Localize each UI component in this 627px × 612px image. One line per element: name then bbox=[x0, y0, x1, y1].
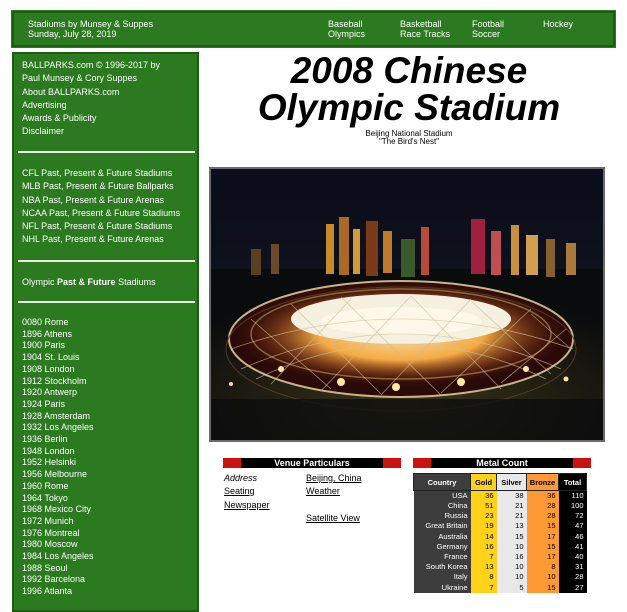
col-bronze: Bronze bbox=[527, 474, 559, 491]
newspaper-item bbox=[224, 500, 270, 510]
sidebar-item-cfl[interactable]: CFL Past, Present & Future Stadiums bbox=[22, 168, 173, 178]
sidebar-leagues bbox=[22, 167, 180, 247]
bronze-cell: 17 bbox=[527, 552, 559, 562]
sidebar-item-nfl[interactable]: NFL Past, Present & Future Stadiums bbox=[22, 221, 173, 232]
subtitle-line1: Beijing National Stadium bbox=[365, 129, 453, 138]
bronze-cell: 8 bbox=[527, 562, 559, 572]
bronze-cell: 15 bbox=[527, 583, 559, 593]
country-cell: Italy bbox=[414, 572, 471, 582]
silver-cell: 13 bbox=[497, 521, 527, 531]
nav-column-1 bbox=[328, 19, 365, 39]
olympic-games-link[interactable]: 1948 London bbox=[22, 445, 75, 456]
bronze-cell: 28 bbox=[527, 501, 559, 511]
olympic-label-bold: Past & Future bbox=[57, 277, 116, 287]
olympic-games-link[interactable]: 1968 Mexico City bbox=[22, 504, 92, 515]
nav-link-baseball[interactable]: Baseball bbox=[328, 19, 363, 29]
weather-link[interactable]: Weather bbox=[306, 486, 340, 496]
page-title-line2: Olympic Stadium bbox=[257, 87, 561, 128]
medal-count-heading-label: Metal Count bbox=[476, 458, 528, 468]
bronze-cell: 10 bbox=[527, 572, 559, 582]
divider bbox=[18, 151, 195, 153]
advertising-link[interactable]: Advertising bbox=[22, 99, 67, 110]
medal-table-header bbox=[414, 474, 587, 491]
table-row bbox=[414, 552, 587, 562]
olympic-games-link[interactable]: 1964 Tokyo bbox=[22, 492, 68, 503]
page-title-line1: 2008 Chinese bbox=[290, 50, 528, 91]
gold-cell: 7 bbox=[471, 552, 497, 562]
total-cell: 41 bbox=[559, 542, 587, 552]
address-label bbox=[224, 473, 257, 483]
country-cell: Australia bbox=[414, 532, 471, 542]
nav-column-4 bbox=[543, 19, 573, 29]
gold-cell: 8 bbox=[471, 572, 497, 582]
awards-link[interactable]: Awards & Publicity bbox=[22, 113, 97, 124]
olympic-games-link[interactable]: 0080 Rome bbox=[22, 317, 69, 327]
olympic-games-link[interactable]: 1960 Rome bbox=[22, 480, 69, 491]
satellite-item bbox=[306, 513, 360, 523]
bronze-cell: 36 bbox=[527, 491, 559, 502]
divider bbox=[18, 260, 195, 262]
bronze-cell: 15 bbox=[527, 542, 559, 552]
olympic-games-link[interactable]: 1992 Barcelona bbox=[22, 574, 86, 585]
country-cell: USA bbox=[414, 491, 471, 502]
gold-cell: 13 bbox=[471, 562, 497, 572]
silver-cell: 38 bbox=[497, 491, 527, 502]
olympic-games-link[interactable]: 1904 St. Louis bbox=[22, 352, 80, 363]
silver-cell: 10 bbox=[497, 542, 527, 552]
table-row bbox=[414, 562, 587, 572]
col-total: Total bbox=[559, 474, 587, 491]
sidebar-item-nba[interactable]: NBA Past, Present & Future Arenas bbox=[22, 194, 165, 205]
table-row bbox=[414, 491, 587, 502]
nav-link-hockey[interactable]: Hockey bbox=[543, 19, 574, 29]
total-cell: 27 bbox=[559, 583, 587, 593]
olympic-games-link[interactable]: 1896 Athens bbox=[22, 328, 73, 339]
nav-link-race-tracks[interactable]: Race Tracks bbox=[400, 29, 451, 39]
country-cell: Germany bbox=[414, 542, 471, 552]
olympic-stadiums-link[interactable] bbox=[22, 276, 156, 289]
silver-cell: 10 bbox=[497, 562, 527, 572]
medal-count-heading bbox=[413, 458, 591, 468]
silver-cell: 10 bbox=[497, 572, 527, 582]
bronze-cell: 28 bbox=[527, 511, 559, 521]
address-value bbox=[306, 473, 362, 483]
olympic-games-link[interactable]: 1900 Paris bbox=[22, 340, 66, 351]
sidebar-about bbox=[22, 59, 160, 139]
col-gold: Gold bbox=[471, 474, 497, 491]
olympic-games-list bbox=[22, 317, 94, 598]
olympic-games-link[interactable]: 1976 Montreal bbox=[22, 527, 80, 538]
olympic-games-link[interactable]: 1988 Seoul bbox=[22, 562, 68, 573]
total-cell: 72 bbox=[559, 511, 587, 521]
olympic-games-link[interactable]: 1928 Amsterdam bbox=[22, 410, 91, 421]
bronze-cell: 15 bbox=[527, 521, 559, 531]
olympic-label-suffix: Stadiums bbox=[118, 277, 156, 287]
gold-cell: 36 bbox=[471, 491, 497, 502]
venue-heading bbox=[223, 458, 401, 468]
stadium-photo bbox=[209, 167, 605, 442]
olympic-games-link[interactable]: 1996 Atlanta bbox=[22, 586, 73, 597]
table-row bbox=[414, 501, 587, 511]
nav-column-3 bbox=[472, 19, 504, 39]
total-cell: 110 bbox=[559, 491, 587, 502]
olympic-games-link[interactable]: 1924 Paris bbox=[22, 398, 66, 409]
sidebar bbox=[12, 52, 199, 612]
olympic-label: Olympic bbox=[22, 277, 55, 287]
current-date: Sunday, July 28, 2019 bbox=[28, 29, 117, 39]
silver-cell: 5 bbox=[497, 583, 527, 593]
subtitle-line2: "The Bird's Nest" bbox=[378, 137, 440, 146]
total-cell: 28 bbox=[559, 572, 587, 582]
seating-link[interactable]: Seating bbox=[224, 486, 255, 496]
medal-table bbox=[413, 473, 587, 593]
gold-cell: 23 bbox=[471, 511, 497, 521]
olympic-games-link[interactable]: 1956 Melbourne bbox=[22, 469, 88, 480]
silver-cell: 21 bbox=[497, 511, 527, 521]
country-cell: France bbox=[414, 552, 471, 562]
top-banner bbox=[12, 11, 615, 47]
table-row bbox=[414, 532, 587, 542]
table-row bbox=[414, 542, 587, 552]
olympic-games-link[interactable]: 1912 Stockholm bbox=[22, 375, 87, 386]
nav-link-basketball[interactable]: Basketball bbox=[400, 19, 442, 29]
site-header bbox=[28, 19, 153, 39]
divider bbox=[18, 301, 195, 303]
olympic-games-link[interactable]: 1936 Berlin bbox=[22, 434, 68, 445]
total-cell: 46 bbox=[559, 532, 587, 542]
about-link[interactable]: About BALLPARKS.com bbox=[22, 86, 120, 97]
nav-link-soccer[interactable]: Soccer bbox=[472, 29, 501, 39]
total-cell: 100 bbox=[559, 501, 587, 511]
gold-cell: 19 bbox=[471, 521, 497, 531]
total-cell: 31 bbox=[559, 562, 587, 572]
gold-cell: 16 bbox=[471, 542, 497, 552]
country-cell: South Korea bbox=[414, 562, 471, 572]
table-row bbox=[414, 521, 587, 531]
weather-item bbox=[306, 486, 340, 496]
country-cell: Great Britain bbox=[414, 521, 471, 531]
total-cell: 47 bbox=[559, 521, 587, 531]
country-cell: China bbox=[414, 501, 471, 511]
nav-link-football[interactable]: Football bbox=[472, 19, 505, 29]
seating-item bbox=[224, 486, 255, 496]
olympic-games-link[interactable]: 1908 London bbox=[22, 363, 75, 374]
nav-column-2 bbox=[400, 19, 450, 39]
silver-cell: 16 bbox=[497, 552, 527, 562]
gold-cell: 7 bbox=[471, 583, 497, 593]
page-subtitle bbox=[210, 130, 608, 146]
olympic-games-link[interactable]: 1952 Helsinki bbox=[22, 457, 77, 468]
olympic-games-link[interactable]: 1920 Antwerp bbox=[22, 387, 78, 398]
address-label-text: Address bbox=[224, 473, 258, 483]
col-country: Country bbox=[414, 474, 471, 491]
olympic-games-link[interactable]: 1932 Los Angeles bbox=[22, 422, 94, 433]
country-cell: Russia bbox=[414, 511, 471, 521]
page-title bbox=[210, 52, 608, 126]
disclaimer-link[interactable]: Disclaimer bbox=[22, 126, 65, 137]
authors-line: Paul Munsey & Cory Suppes bbox=[22, 73, 138, 84]
venue-heading-label: Venue Particulars bbox=[274, 458, 350, 468]
sidebar-item-mlb[interactable]: MLB Past, Present & Future Ballparks bbox=[22, 181, 174, 192]
total-cell: 40 bbox=[559, 552, 587, 562]
table-row bbox=[414, 572, 587, 582]
gold-cell: 14 bbox=[471, 532, 497, 542]
country-cell: Ukraine bbox=[414, 583, 471, 593]
col-silver: Silver bbox=[497, 474, 527, 491]
satellite-view-link[interactable]: Satellite View bbox=[306, 513, 360, 523]
table-row bbox=[414, 583, 587, 593]
copyright-line: BALLPARKS.com © 1996-2017 by bbox=[22, 60, 161, 70]
olympic-games-link[interactable]: 1980 Moscow bbox=[22, 539, 78, 550]
silver-cell: 21 bbox=[497, 501, 527, 511]
sidebar-olympic-header bbox=[22, 276, 156, 289]
site-title: Stadiums by Munsey & Suppes bbox=[28, 19, 154, 29]
olympic-games-link[interactable]: 1972 Munich bbox=[22, 515, 74, 526]
newspaper-link[interactable]: Newspaper bbox=[224, 500, 270, 510]
silver-cell: 15 bbox=[497, 532, 527, 542]
olympic-games-link[interactable]: 1984 Los Angeles bbox=[22, 551, 94, 562]
nav-link-olympics[interactable]: Olympics bbox=[328, 29, 366, 39]
table-row bbox=[414, 511, 587, 521]
stadium-night-image bbox=[211, 169, 603, 440]
address-link[interactable]: Beijing, China bbox=[306, 473, 362, 483]
bronze-cell: 17 bbox=[527, 532, 559, 542]
medal-table-body bbox=[414, 491, 587, 593]
sidebar-item-ncaa[interactable]: NCAA Past, Present & Future Stadiums bbox=[22, 207, 181, 218]
gold-cell: 51 bbox=[471, 501, 497, 511]
sidebar-item-nhl[interactable]: NHL Past, Present & Future Arenas bbox=[22, 234, 164, 245]
